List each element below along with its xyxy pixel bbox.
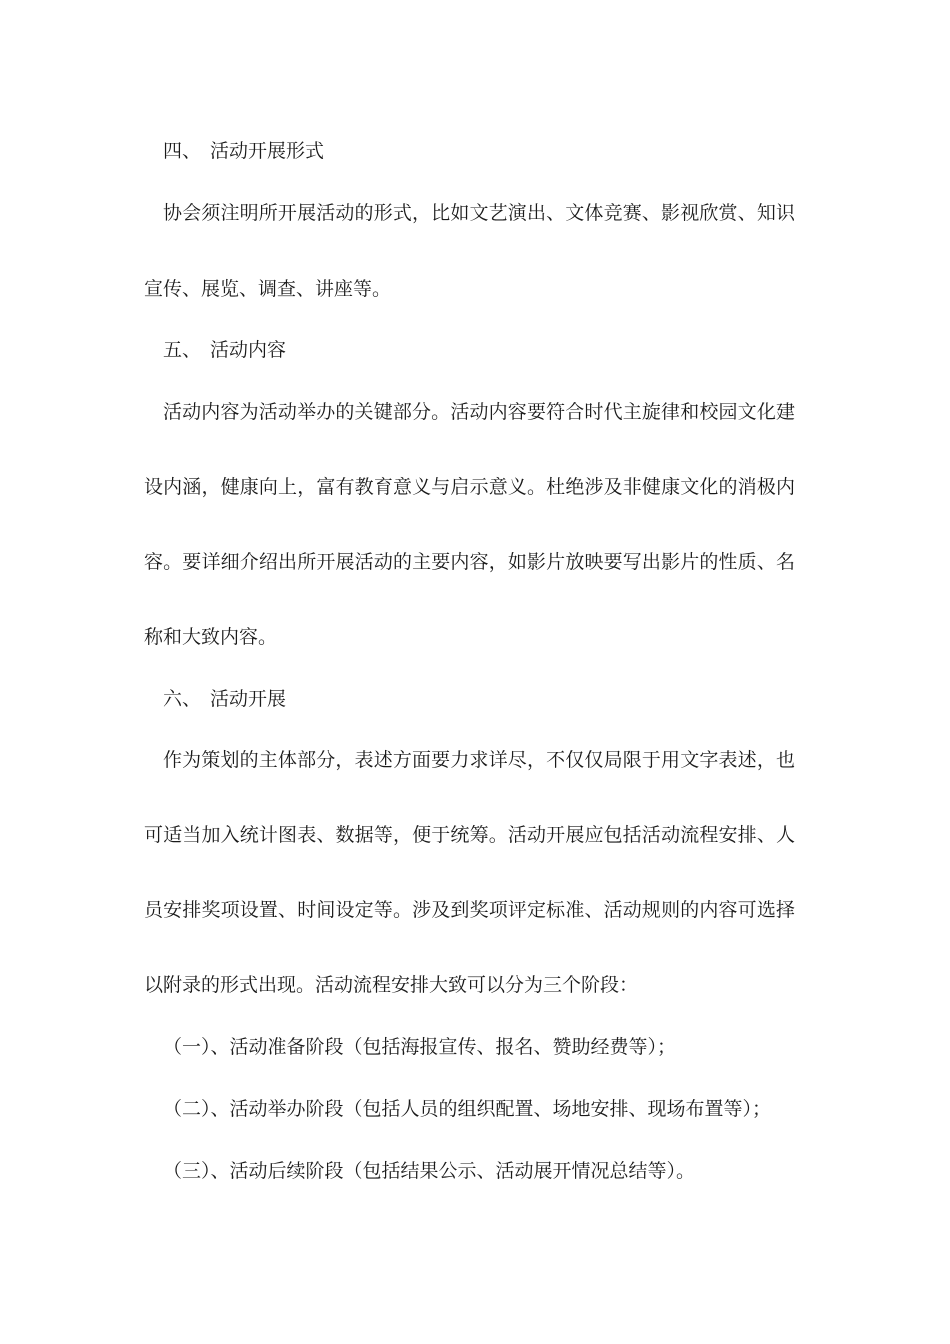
stage-3: （三）、活动后续阶段（包括结果公示、活动展开情况总结等）。 xyxy=(163,1160,696,1182)
section-6-heading xyxy=(163,687,823,711)
section-5-line-2: 设内涵，健康向上，富有教育意义与启示意义。杜绝涉及非健康文化的消极内 xyxy=(144,476,795,498)
section-6-line-3: 员安排奖项设置、时间设定等。涉及到奖项评定标准、活动规则的内容可选择 xyxy=(144,899,795,921)
section-4-heading xyxy=(163,139,823,163)
section-6-number: 六、 xyxy=(163,688,202,710)
section-4-line-1: 协会须注明所开展活动的形式，比如文艺演出、文体竞赛、影视欣赏、知识 xyxy=(163,202,795,224)
section-5-line-1: 活动内容为活动举办的关键部分。活动内容要符合时代主旋律和校园文化建 xyxy=(163,401,795,423)
section-6-line-4: 以附录的形式出现。活动流程安排大致可以分为三个阶段： xyxy=(144,974,639,996)
section-4-number: 四、 xyxy=(163,140,202,162)
section-6-line-1: 作为策划的主体部分，表述方面要力求详尽，不仅仅局限于用文字表述，也 xyxy=(163,749,795,771)
section-5-title: 活动内容 xyxy=(210,339,287,361)
stage-2: （二）、活动举办阶段（包括人员的组织配置、场地安排、现场布置等）； xyxy=(163,1098,772,1120)
section-5-line-3: 容。要详细介绍出所开展活动的主要内容，如影片放映要写出影片的性质、名 xyxy=(144,551,795,573)
stage-1: （一）、活动准备阶段（包括海报宣传、报名、赞助经费等）； xyxy=(163,1036,677,1058)
section-5-line-4: 称和大致内容。 xyxy=(144,626,278,648)
section-5-number: 五、 xyxy=(163,339,202,361)
section-4-title: 活动开展形式 xyxy=(210,140,325,162)
section-4-line-2: 宣传、展览、调查、讲座等。 xyxy=(144,278,392,300)
section-6-line-2: 可适当加入统计图表、数据等，便于统筹。活动开展应包括活动流程安排、人 xyxy=(144,824,795,846)
section-6-title: 活动开展 xyxy=(210,688,287,710)
section-5-heading xyxy=(163,338,823,362)
